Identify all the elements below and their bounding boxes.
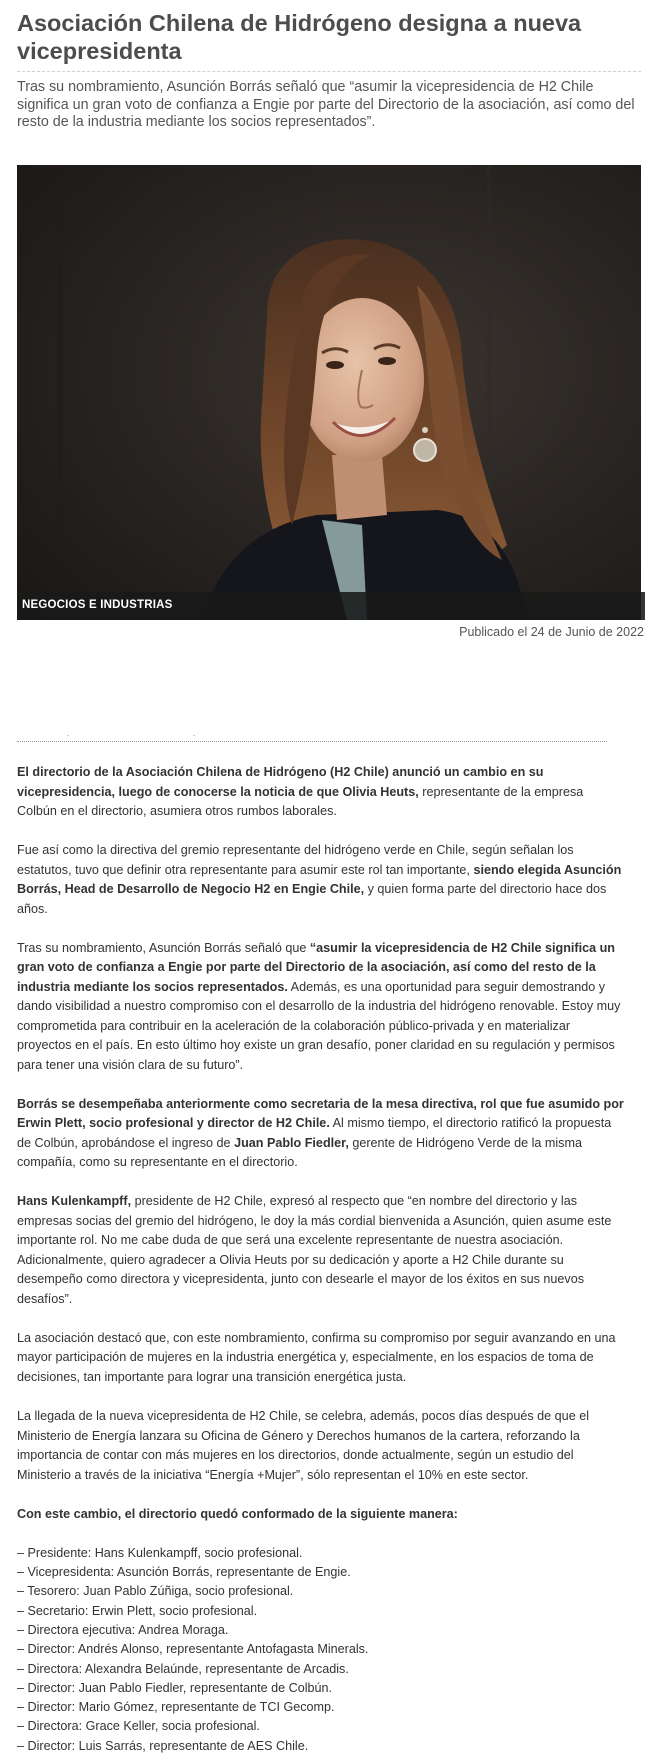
list-item: – Directora ejecutiva: Andrea Moraga.: [17, 1622, 229, 1637]
paragraph-1-text: representante de la empresa Colbún en el directorio, asumiera otros rumbos laborales.: [17, 784, 584, 818]
paragraph-2-bold: siendo elegida Asunción Borrás, Head de Desarrollo de Negocio H2 en Engie Chile,: [17, 862, 622, 897]
list-item: – Directora: Grace Keller, socia profesional.: [17, 1719, 260, 1734]
article-title: Asociación Chilena de Hidrógeno designa a nueva vicepresidenta: [17, 10, 582, 64]
paragraph-7: La llegada de la nueva vicepresidenta de H2 Chile, se celebra, además, pocos días después de que el Ministerio de Energía lanzara su Oficina de Género y Derechos humanos de la cartera, reforzando la importancia de contar con más mujeres en los directorios, donde actualmente, según un estudio del Ministerio a través de la iniciativa “Energía +Mujer”, sólo representan el 10% en este sector.: [17, 1409, 589, 1482]
paragraph-5-bold: Hans Kulenkampff,: [17, 1194, 132, 1209]
publish-date: Publicado el 24 de Junio de 2022: [459, 625, 644, 639]
article-photo: [17, 165, 641, 620]
list-item: – Director: Juan Pablo Fiedler, representante de Colbún.: [17, 1680, 333, 1695]
paragraph-3-text: Tras su nombramiento, Asunción Borrás señaló que: [17, 940, 310, 955]
divider-speck: [193, 735, 195, 736]
paragraph-1-bold: El directorio de la Asociación Chilena de Hidrógeno (H2 Chile) anunció un cambio en su vicepresidencia, luego de conocerse la noticia de que Olivia Heuts,: [17, 765, 544, 799]
list-item: – Director: Mario Gómez, representante de TCI Gecomp.: [17, 1700, 335, 1715]
paragraph-6: La asociación destacó que, con este nombramiento, confirma su compromiso por seguir avanzando en una mayor participación de mujeres en la industria energética y, especialmente, en los espacios de toma de decisiones, tan importante para lograr una transición energética justa.: [17, 1330, 616, 1384]
paragraph-1: [17, 763, 625, 822]
paragraph-2: [17, 841, 625, 919]
list-item: – Director: Andrés Alonso, representante Antofagasta Minerals.: [17, 1642, 369, 1657]
list-item: – Vicepresidenta: Asunción Borrás, representante de Engie.: [17, 1565, 351, 1580]
board-heading: Con este cambio, el directorio quedó conformado de la siguiente manera:: [17, 1506, 458, 1521]
paragraph-4-text-end: gerente de Hidrógeno Verde de la misma compañía, como su representante en el directorio.: [17, 1135, 582, 1170]
category-label[interactable]: NEGOCIOS E INDUSTRIAS: [22, 599, 173, 611]
content-divider: [17, 741, 607, 742]
list-item: – Presidente: Hans Kulenkampff, socio profesional.: [17, 1545, 303, 1560]
paragraph-2-text: Fue así como la directiva del gremio representante del hidrógeno verde en Chile, según señalan los estatutos, tuvo que definir otra representante para asumir este rol tan importante,: [17, 843, 574, 877]
list-item: – Director: Luis Sarrás, representante de AES Chile.: [17, 1738, 309, 1753]
category-bar[interactable]: [17, 592, 645, 620]
paragraph-2-text-end: y quien forma parte del directorio hace dos años.: [17, 882, 607, 916]
paragraph-4-bold-name: Juan Pablo Fiedler,: [234, 1135, 349, 1150]
paragraph-4: [17, 1095, 625, 1173]
article-lead: Tras su nombramiento, Asunción Borrás señaló que “asumir la vicepresidencia de H2 Chile significa un gran voto de confianza a Engie por parte del Directorio de la asociación, así como del resto de la industria mediante los socios representados”.: [17, 79, 635, 130]
article-body: [17, 763, 625, 1756]
paragraph-5: [17, 1192, 625, 1309]
list-item: – Directora: Alexandra Belaúnde, representante de Arcadis.: [17, 1661, 349, 1676]
divider-speck: [67, 735, 69, 736]
paragraph-4-text: Al mismo tiempo, el directorio ratificó la propuesta de Colbún, aprobándose el ingreso de: [17, 1116, 612, 1150]
board-list: [17, 1544, 625, 1756]
paragraph-3-text-end: Además, es una oportunidad para seguir demostrando y dando visibilidad a nuestro compromiso con el desarrollo de la industria del hidrógeno renovable. Estoy muy comprometida para contribuir en la aceleración de la colaboración público-privada y en materializar proyectos en el país. En esto último hoy existe un gran desafío, poner claridad en su regulación y permisos para tener una visión clara de su futuro”.: [17, 979, 621, 1072]
portrait-illustration: [17, 165, 641, 620]
paragraph-4-bold: Borrás se desempeñaba anteriormente como secretaria de la mesa directiva, rol que fue asumido por Erwin Plett, socio profesional y director de H2 Chile.: [17, 1096, 624, 1131]
list-item: – Secretario: Erwin Plett, socio profesional.: [17, 1603, 258, 1618]
title-divider: [17, 71, 641, 72]
paragraph-8: [17, 1505, 625, 1525]
paragraph-3: [17, 939, 625, 1076]
list-item: – Tesorero: Juan Pablo Zúñiga, socio profesional.: [17, 1584, 294, 1599]
paragraph-5-text: presidente de H2 Chile, expresó al respecto que “en nombre del directorio y las empresas socias del gremio del hidrógeno, le doy la más cordial bienvenida a Asunción, quien asume este importante rol. No me cabe duda de que será una excelente representante de nuestra asociación. Adicionalmente, quiero agradecer a Olivia Heuts por su dedicación y aporte a H2 Chile durante su desempeño como directora y vicepresidenta, junto con desearle el mayor de los éxitos en sus nuevos desafíos”.: [17, 1194, 612, 1306]
paragraph-3-bold: “asumir la vicepresidencia de H2 Chile significa un gran voto de confianza a Engie por parte del Directorio de la asociación, así como del resto de la industria mediante los socios representados.: [17, 940, 616, 994]
